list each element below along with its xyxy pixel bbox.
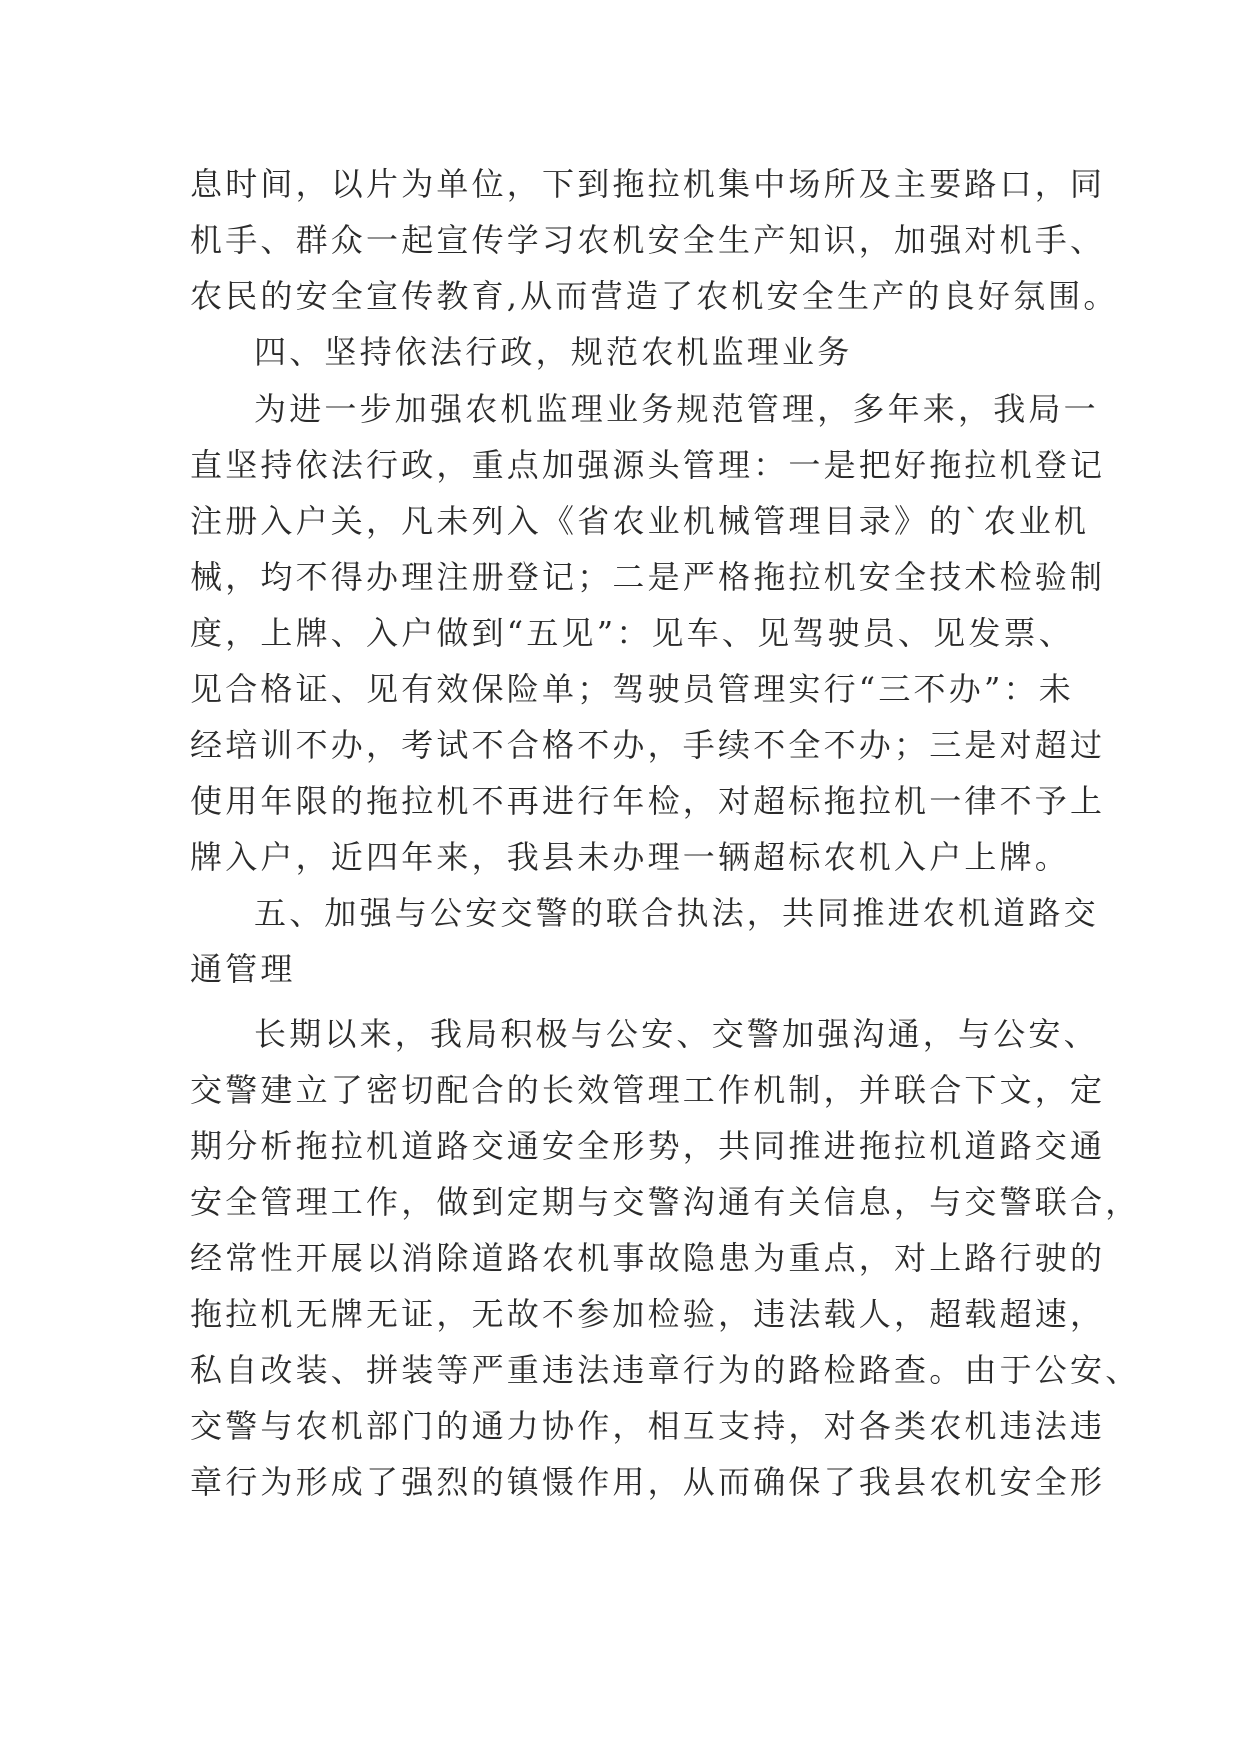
text-line: 使用年限的拖拉机不再进行年检，对超标拖拉机一律不予上 (190, 782, 1106, 820)
section-heading: 四、坚持依法行政，规范农机监理业务 (254, 333, 853, 371)
section-heading-continued: 通管理 (190, 950, 296, 988)
text-line: 交警建立了密切配合的长效管理工作机制，并联合下文，定 (190, 1071, 1106, 1109)
text-line: 直坚持依法行政，重点加强源头管理：一是把好拖拉机登记 (190, 446, 1106, 484)
text-line: 为进一步加强农机监理业务规范管理，多年来，我局一 (254, 390, 1099, 428)
text-line: 农民的安全宣传教育,从而营造了农机安全生产的良好氛围。 (190, 277, 1119, 315)
text-line: 经常性开展以消除道路农机事故隐患为重点，对上路行驶的 (190, 1239, 1106, 1277)
text-line: 见合格证、见有效保险单；驾驶员管理实行“三不办”：未 (190, 670, 1074, 708)
text-line: 私自改装、拼装等严重违法违章行为的路检路查。由于公安、 (190, 1351, 1141, 1389)
text-line: 长期以来，我局积极与公安、交警加强沟通，与公安、 (254, 1015, 1099, 1053)
section-heading: 五、加强与公安交警的联合执法，共同推进农机道路交 (254, 894, 1099, 932)
text-line: 息时间，以片为单位，下到拖拉机集中场所及主要路口，同 (190, 165, 1106, 203)
text-line: 度，上牌、入户做到“五见”：见车、见驾驶员、见发票、 (190, 614, 1074, 652)
text-line: 机手、群众一起宣传学习农机安全生产知识，加强对机手、 (190, 221, 1106, 259)
text-line: 械，均不得办理注册登记；二是严格拖拉机安全技术检验制 (190, 558, 1106, 596)
text-line: 拖拉机无牌无证，无故不参加检验，违法载人，超载超速， (190, 1295, 1106, 1333)
text-line: 交警与农机部门的通力协作，相互支持，对各类农机违法违 (190, 1407, 1106, 1445)
text-line: 安全管理工作，做到定期与交警沟通有关信息，与交警联合， (190, 1183, 1141, 1221)
text-line: 经培训不办，考试不合格不办，手续不全不办；三是对超过 (190, 726, 1106, 764)
text-line: 期分析拖拉机道路交通安全形势，共同推进拖拉机道路交通 (190, 1127, 1106, 1165)
text-line: 牌入户，近四年来，我县未办理一辆超标农机入户上牌。 (190, 838, 1071, 876)
text-line: 章行为形成了强烈的镇慑作用，从而确保了我县农机安全形 (190, 1463, 1106, 1501)
text-line: 注册入户关，凡未列入《省农业机械管理目录》的`农业机 (190, 502, 1090, 540)
